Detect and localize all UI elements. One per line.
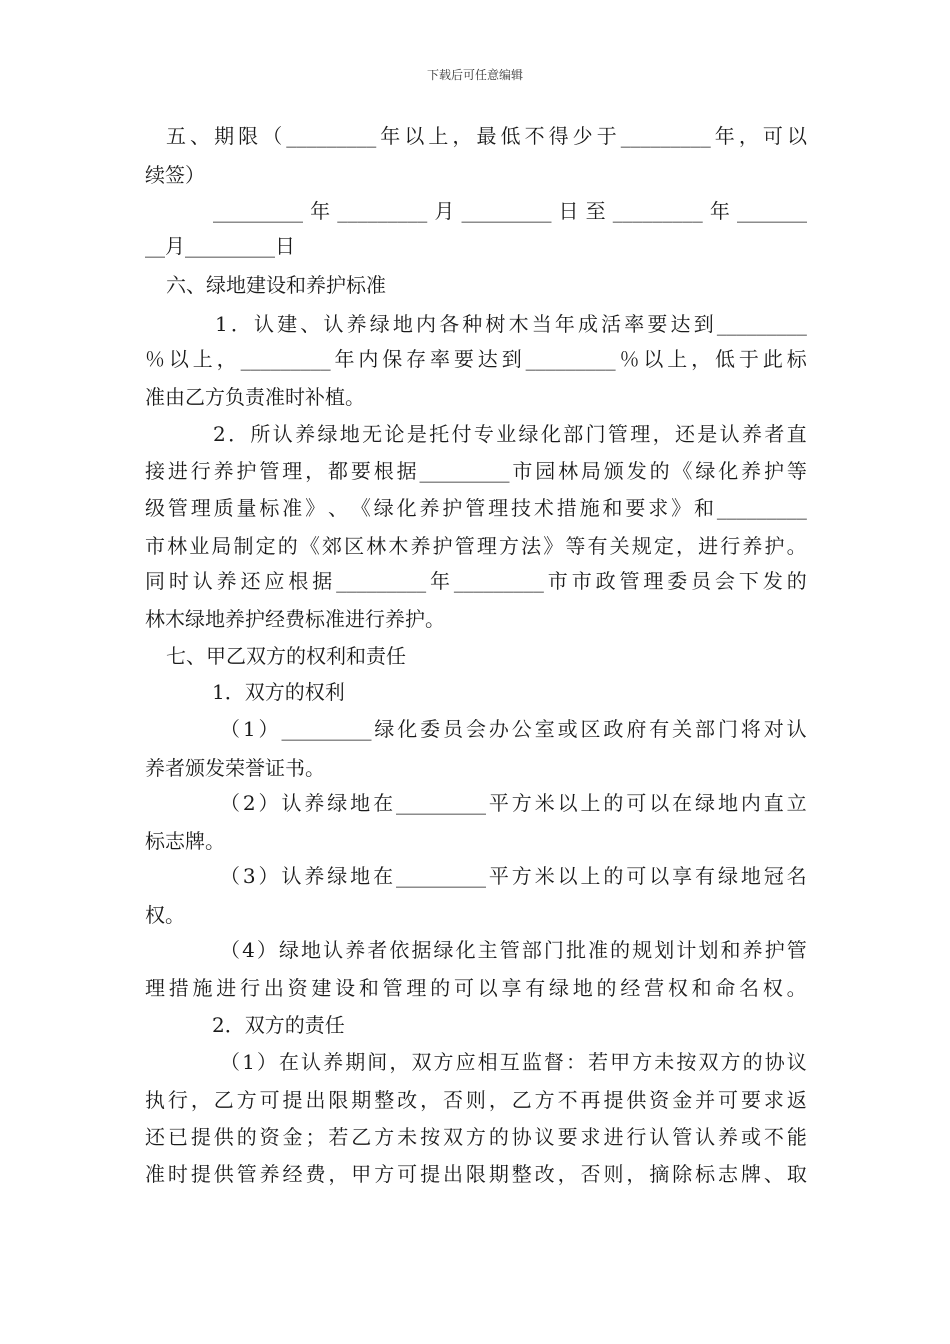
text-line <box>0 566 950 596</box>
line-text: 1 ． 认 建 、 认 养 绿 地 内 各 种 树 木 当 年 成 活 率 要 达 到 _________ <box>215 312 807 336</box>
text-line <box>0 1159 950 1189</box>
section-heading: 六、绿地建设和养护标准 <box>166 273 386 297</box>
text-line <box>0 121 950 151</box>
line-text: （ 1 ） 在 认 养 期 间 ， 双 方 应 相 互 监 督 ： 若 甲 方 未 按 双 方 的 协 议 <box>220 1050 807 1074</box>
text-line <box>0 1047 950 1077</box>
text-line: 标志牌。 <box>145 829 225 853</box>
text-line <box>0 196 950 226</box>
line-text: _________ 年 _________ 月 _________ 日 至 _________ 年 _______ <box>213 199 807 223</box>
line-text: （ 2 ） 认 养 绿 地 在 _________ 平 方 米 以 上 的 可 以 在 绿 地 内 直 立 <box>220 791 807 815</box>
line-text: 理 措 施 进 行 出 资 建 设 和 管 理 的 可 以 享 有 绿 地 的 经 营 权 和 命 名 权 。 <box>145 976 807 1000</box>
text-line: __月_________日 <box>145 234 295 258</box>
text-line <box>0 935 950 965</box>
text-line: 林木绿地养护经费标准进行养护。 <box>145 607 445 631</box>
line-text: 准 时 提 供 管 养 经 费 ， 甲 方 可 提 出 限 期 整 改 ， 否 则 ， 摘 除 标 志 牌 、 取 <box>145 1162 807 1186</box>
text-line <box>0 456 950 486</box>
text-line: 权。 <box>145 903 185 927</box>
text-line <box>0 419 950 449</box>
text-line: 续签） <box>145 163 205 187</box>
text-line <box>0 1085 950 1115</box>
line-text: 市 林 业 局 制 定 的 《 郊 区 林 木 养 护 管 理 方 法 》 等 有 关 规 定 ， 进 行 养 护 。 <box>145 534 807 558</box>
line-text: 还 已 提 供 的 资 金 ； 若 乙 方 未 按 双 方 的 协 议 要 求 进 行 认 管 认 养 或 不 能 <box>145 1125 807 1149</box>
line-text: 执 行 ， 乙 方 可 提 出 限 期 整 改 ， 否 则 ， 乙 方 不 再 提 供 资 金 并 可 要 求 返 <box>145 1088 807 1112</box>
line-text: （ 3 ） 认 养 绿 地 在 _________ 平 方 米 以 上 的 可 以 享 有 绿 地 冠 名 <box>220 864 807 888</box>
text-line <box>0 344 950 374</box>
line-text: 五 、 期 限 （ _________ 年 以 上 ， 最 低 不 得 少 于 _________ 年 ， 可 以 <box>166 124 807 148</box>
line-text: 同 时 认 养 还 应 根 据 _________ 年 _________ 市 市 政 管 理 委 员 会 下 发 的 <box>145 569 807 593</box>
subsection-heading: 1．双方的权利 <box>212 680 345 704</box>
line-text: 接 进 行 养 护 管 理 ， 都 要 根 据 _________ 市 园 林 局 颁 发 的 《 绿 化 养 护 等 <box>145 459 807 483</box>
text-line <box>0 531 950 561</box>
line-text: ％ 以 上 ， _________ 年 内 保 存 率 要 达 到 _________ ％ 以 上 ， 低 于 此 标 <box>145 347 807 371</box>
text-line <box>0 973 950 1003</box>
text-line <box>0 493 950 523</box>
text-line <box>0 788 950 818</box>
line-text: 2 ． 所 认 养 绿 地 无 论 是 托 付 专 业 绿 化 部 门 管 理 ， 还 是 认 养 者 直 <box>213 422 807 446</box>
text-line <box>0 309 950 339</box>
line-text: （ 4 ） 绿 地 认 养 者 依 据 绿 化 主 管 部 门 批 准 的 规 划 计 划 和 养 护 管 <box>220 938 807 962</box>
subsection-heading: 2．双方的责任 <box>212 1013 345 1037</box>
text-line <box>0 861 950 891</box>
text-line: 养者颁发荣誉证书。 <box>145 756 325 780</box>
text-line: 准由乙方负责准时补植。 <box>145 385 365 409</box>
page-header: 下载后可任意编辑 <box>426 68 523 82</box>
text-line <box>0 714 950 744</box>
text-line <box>0 1122 950 1152</box>
section-heading: 七、甲乙双方的权利和责任 <box>166 644 406 668</box>
line-text: （ 1 ） _________ 绿 化 委 员 会 办 公 室 或 区 政 府 有 关 部 门 将 对 认 <box>220 717 807 741</box>
line-text: 级 管 理 质 量 标 准 》 、 《 绿 化 养 护 管 理 技 术 措 施 和 要 求 》 和 _________ <box>145 496 807 520</box>
